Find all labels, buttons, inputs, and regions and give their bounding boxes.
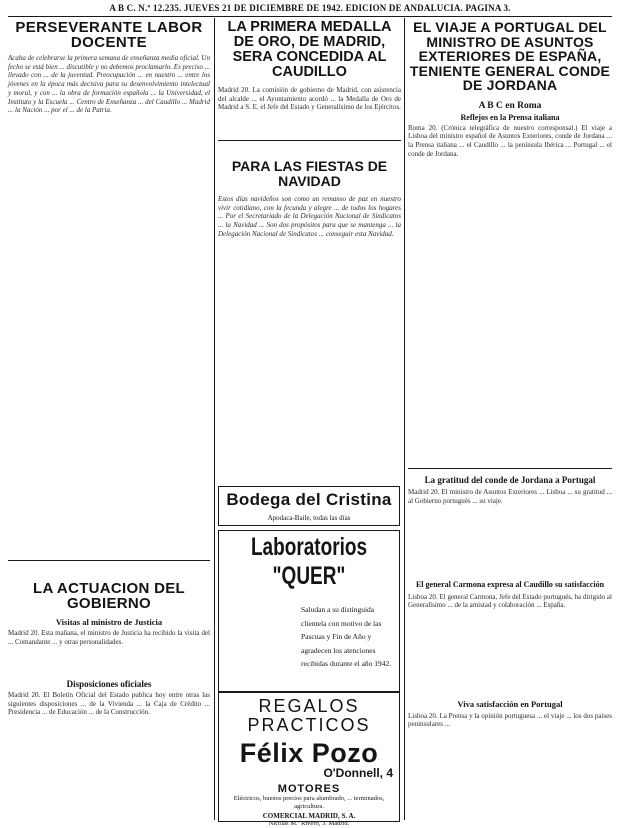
ad-regalos-name: Félix Pozo (239, 738, 379, 768)
article-gratitud-body: Madrid 20. El ministro de Asuntos Exteriores ... Lisboa ... su gratitud ... al Gobierno portugués ... su viaje. (408, 488, 612, 505)
ad-laboratorios-title: Laboratorios "QUER" (250, 534, 368, 591)
ad-regalos-title: REGALOS PRACTICOS (247, 696, 371, 735)
headline-carmona: El general Carmona expresa al Caudillo su satisfacción (415, 580, 605, 589)
ad-bodega (218, 486, 400, 526)
subhead-visitas: Visitas al ministro de Justicia (55, 617, 163, 627)
subhead-disposiciones: Disposiciones oficiales (66, 679, 152, 689)
masthead-rule (8, 16, 612, 17)
column-2 (218, 20, 401, 490)
article-perseverante-body: Acaba de celebrarse la primera semana de enseñanza media oficial. Un fecho se está bien ... discutible y no debemos proclamarlo. Es preciso ... llevado con ... de la juventud. Preocupación ... en nuestro ... entre los jóvenes en la época más decisiva para su desenvolvimiento intelectual y moral, y con ... la obra de formación española ... la Universidad, el Instituto y la Escuela ... Centro de Enseñanza ... del Caudillo ... Madrid ... la Nación ... por el ... de la Patria. (8, 54, 210, 115)
ad-regalos-street: Nicolás M.ª Rivero, 3. Madrid. (268, 820, 350, 827)
ad-laboratorios-body: Saludan a su distinguida clientela con motivo de las Pascuas y Fin de Año y agradecen los atenciones recibidas durante el año 1942. (301, 605, 392, 668)
ad-regalos-desc: Eléctricos, buenos precios para alumbrado, ... terminados, agricultura. (233, 795, 385, 810)
headline-viaje-portugal: EL VIAJE A PORTUGAL DEL MINISTRO DE ASUNTOS EXTERIORES DE ESPAÑA, TENIENTE GENERAL CONDE DE JORDANA (409, 19, 611, 93)
ad-regalos (218, 692, 400, 827)
article-medalla-body: Madrid 20. La comisión de gobierno de Madrid, con asistencia del alcalde ... el Ayuntamiento acordó ... la Medalla de Oro de Madrid a S. E. el Jefe del Estado y Generalísimo de los Ejércitos. (218, 86, 401, 112)
ad-regalos-motors: MOTORES (277, 783, 341, 795)
headline-satisfaccion-portugal: Viva satisfacción en Portugal (457, 698, 563, 709)
ad-laboratorios (218, 530, 400, 692)
article-disposiciones-body: Madrid 20. El Boletín Oficial del Estado publica hoy entre otras las siguientes disposiciones ... de la Vivienda ... la Caja de Crédito ... Presidencia ... de Educación ... de la Construcción. (8, 691, 210, 717)
ad-regalos-company: COMERCIAL MADRID, S. A. (262, 812, 356, 820)
headline-navidad: PARA LAS FIESTAS DE NAVIDAD (231, 158, 388, 189)
headline-perseverante: PERSEVERANTE LABOR DOCENTE (15, 19, 203, 51)
article-roma-body: Roma 20. (Crónica telegráfica de nuestro corresponsal.) El viaje a Lisboa del ministro español de Asuntos Exteriores, conde de Jordana ... la Prensa italiana ... el Caudillo ... la península Ibérica ... Portugal ... el conde de Jordana. (408, 123, 612, 158)
article-carmona-body: Lisboa 20. El general Carmona, Jefe del Estado portugués, ha dirigido al Generalísimo ... de la amistad y colaboración ... España. (408, 592, 612, 610)
ad-regalos-address: O'Donnell, 4 (323, 766, 393, 780)
section-rule (8, 560, 210, 561)
ad-bodega-title: Bodega del Cristina (226, 490, 392, 509)
column-rule-1 (214, 18, 215, 820)
masthead: A B C. N.º 12.235. JUEVES 21 DE DICIEMBRE DE 1942. EDICION DE ANDALUCIA. PAGINA 3. (109, 3, 511, 13)
headline-actuacion: LA ACTUACION DEL GOBIERNO (32, 580, 185, 612)
column-rule-2 (404, 18, 405, 820)
section-rule-3 (408, 468, 612, 469)
headline-medalla: LA PRIMERA MEDALLA DE ORO, DE MADRID, SERA CONCEDIDA AL CAUDILLO (227, 19, 392, 80)
column-3 (408, 20, 612, 820)
article-navidad-body: Estos días navideños son como un remanso de paz en nuestro vivir cotidiano, con la fecunda y alegre ... de todos los hogares ... Por el Secretariado de la Delegación Nacional de Sindicatos ... la Navidad ... Son dos propósitos para que se mantenga ... la Delegación Nacional de Sindicatos ... conseguir esta Navidad. (218, 195, 401, 238)
article-satisfaccion-body: Lisboa 20. La Prensa y la opinión portuguesa ... el viaje ... los dos países peninsulares ... (408, 711, 612, 729)
column-1 (8, 20, 210, 820)
ad-bodega-sub: Apodaca-Baile, todas las días (267, 514, 351, 522)
article-visitas-body: Madrid 20. Esta mañana, el ministro de Justicia ha recibido la visita del ... Comandante ... y otras personalidades. (8, 629, 210, 646)
headline-gratitud: La gratitud del conde de Jordana a Portugal (424, 474, 596, 485)
subhead-reflejos: Reflejos en la Prensa italiana (460, 112, 560, 122)
section-rule-2 (218, 140, 401, 141)
subhead-abc-roma: A B C en Roma (478, 100, 542, 111)
